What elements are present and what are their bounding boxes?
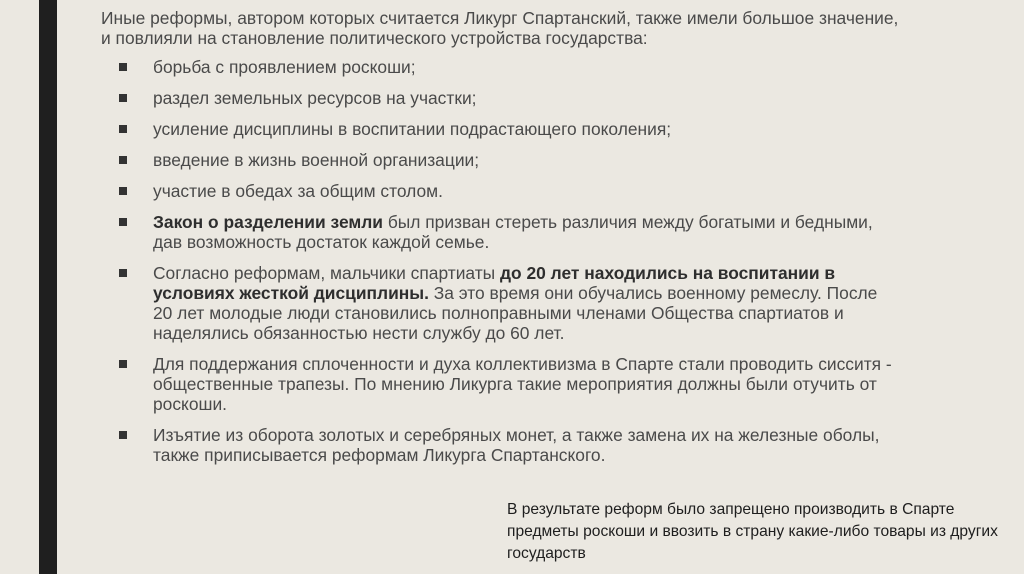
- bold-phrase: Закон о разделении земли: [153, 212, 383, 232]
- square-bullet-icon: [119, 125, 127, 133]
- intro-paragraph: Иные реформы, автором которых считается Ликург Спартанский, также имели большое значение, и повлияли на становление политического устройства государства:: [101, 8, 899, 48]
- square-bullet-icon: [119, 360, 127, 368]
- reform-list: [101, 57, 901, 465]
- list-item: Закон о разделении земли был призван стереть различия между богатыми и бедными, дав возможность достаток каждой семье.: [101, 212, 901, 252]
- list-item: борьба с проявлением роскоши;: [101, 57, 901, 77]
- square-bullet-icon: [119, 218, 127, 226]
- bold-phrase: до 20 лет находились на воспитании в условиях жесткой дисциплины.: [153, 263, 836, 303]
- list-item: раздел земельных ресурсов на участки;: [101, 88, 901, 108]
- square-bullet-icon: [119, 156, 127, 164]
- list-item: введение в жизнь военной организации;: [101, 150, 901, 170]
- square-bullet-icon: [119, 94, 127, 102]
- square-bullet-icon: [119, 431, 127, 439]
- square-bullet-icon: [119, 187, 127, 195]
- square-bullet-icon: [119, 269, 127, 277]
- slide-content: [101, 8, 901, 476]
- conclusion-text: В результате реформ было запрещено производить в Спарте предметы роскоши и ввозить в страну какие-либо товары из других государств: [507, 501, 998, 562]
- list-item: усиление дисциплины в воспитании подрастающего поколения;: [101, 119, 901, 139]
- list-item: Для поддержания сплоченности и духа коллективизма в Спарте стали проводить сисситя - общественные трапезы. По мнению Ликурга такие мероприятия должны были отучить от роскоши.: [101, 354, 901, 414]
- list-item: Изъятие из оборота золотых и серебряных монет, а также замена их на железные оболы, также приписывается реформам Ликурга Спартанского.: [101, 425, 901, 465]
- square-bullet-icon: [119, 63, 127, 71]
- left-accent-bar: [39, 0, 57, 574]
- list-item: Согласно реформам, мальчики спартиаты до 20 лет находились на воспитании в условиях жесткой дисциплины. За это время они обучались военному ремеслу. После 20 лет молодые люди становились полноправными членами Общества спартиатов и наделялись обязанностью нести службу до 60 лет.: [101, 263, 901, 343]
- list-item: участие в обедах за общим столом.: [101, 181, 901, 201]
